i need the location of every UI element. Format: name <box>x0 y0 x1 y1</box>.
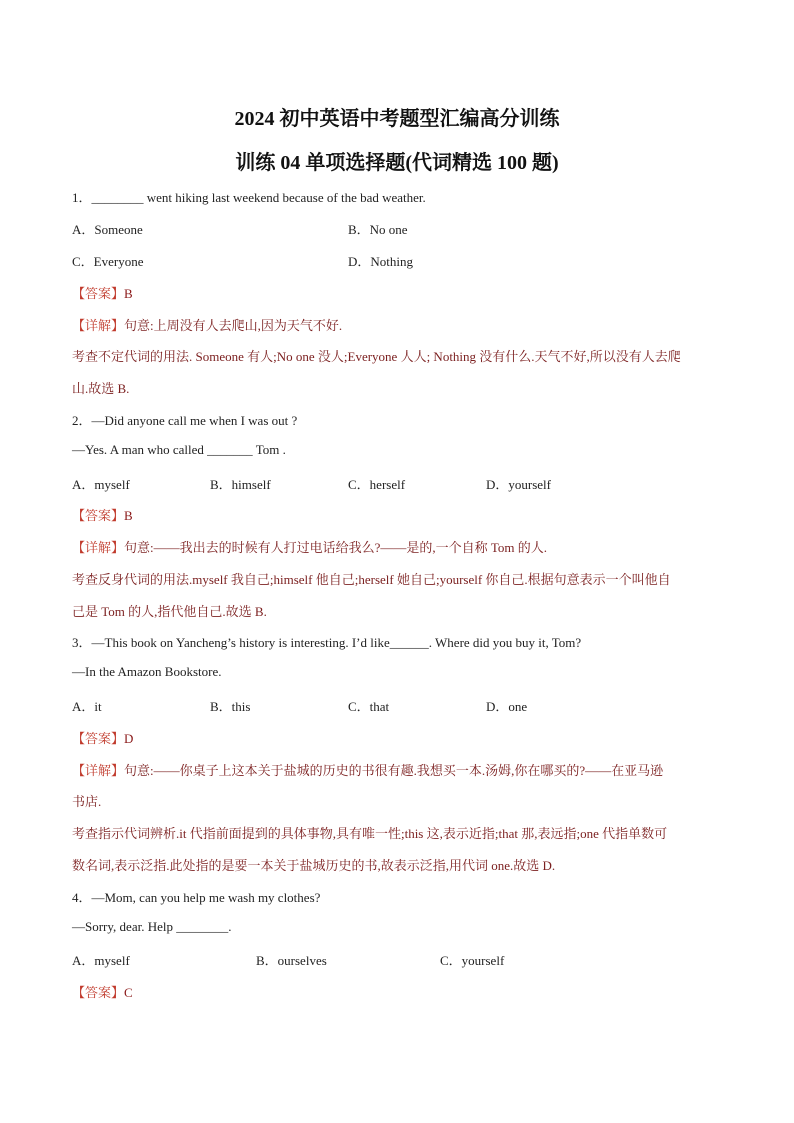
answer-label: 【答案】 <box>72 985 125 1000</box>
answer-value: D <box>124 731 134 746</box>
question-3-option-c: C．that <box>348 699 390 714</box>
question-3-stem-line-2: —In the Amazon Bookstore. <box>72 664 222 679</box>
question-1-option-c: C．Everyone <box>72 254 144 269</box>
detail-label: 【详解】 <box>72 540 125 555</box>
answer-label: 【答案】 <box>72 286 125 301</box>
question-4-answer <box>72 982 133 1001</box>
question-2-option-d: D．yourself <box>486 477 551 492</box>
detail-text: 句意:——我出去的时候有人打过电话给我么?——是的,一个自称 Tom 的人. <box>124 540 548 555</box>
answer-value: B <box>124 286 133 301</box>
question-3-explanation-line-2: 数名词,表示泛指.此处指的是要一本关于盐城历史的书,故表示泛指,用代词 one.故选 D. <box>72 858 556 873</box>
question-4-option-b: B．ourselves <box>256 953 327 968</box>
question-3-detail <box>72 760 663 779</box>
question-3-answer <box>72 728 133 747</box>
document-subtitle: 训练 04 单项选择题(代词精选 100 题) <box>235 152 559 174</box>
question-4-stem-line-2: —Sorry, dear. Help ________. <box>72 919 232 934</box>
answer-value: C <box>124 985 133 1000</box>
detail-text: 句意:上周没有人去爬山,因为天气不好. <box>124 318 343 333</box>
question-1-explanation-line-1: 考查不定代词的用法. Someone 有人;No one 没人;Everyone 人人; Nothing 没有什么.天气不好,所以没有人去爬 <box>72 349 681 364</box>
question-2-option-b: B．himself <box>210 477 271 492</box>
question-2-detail <box>72 537 547 556</box>
question-1-answer <box>72 283 133 302</box>
question-4-option-c: C．yourself <box>440 953 505 968</box>
question-2-explanation-line-2: 己是 Tom 的人,指代他自己.故选 B. <box>72 604 267 619</box>
question-1-option-b: B．No one <box>348 222 408 237</box>
answer-label: 【答案】 <box>72 508 125 523</box>
question-4-stem-line-1: 4．—Mom, can you help me wash my clothes? <box>72 890 321 905</box>
question-1-option-d: D．Nothing <box>348 254 414 269</box>
question-3-detail-continued: 书店. <box>72 794 102 809</box>
question-2-stem-line-2: —Yes. A man who called _______ Tom . <box>72 442 286 457</box>
answer-label: 【答案】 <box>72 731 125 746</box>
question-3-option-b: B．this <box>210 699 251 714</box>
question-2-option-c: C．herself <box>348 477 406 492</box>
question-3-explanation-line-1: 考查指示代词辨析.it 代指前面提到的具体事物,具有唯一性;this 这,表示近指;that 那,表远指;one 代指单数可 <box>72 826 668 841</box>
document-title: 2024 初中英语中考题型汇编高分训练 <box>234 108 560 130</box>
question-3-option-a: A．it <box>72 699 102 714</box>
question-2-stem-line-1: 2．—Did anyone call me when I was out ? <box>72 413 298 428</box>
question-4-option-a: A．myself <box>72 953 130 968</box>
question-1-explanation-line-2: 山.故选 B. <box>72 381 130 396</box>
detail-label: 【详解】 <box>72 763 125 778</box>
question-1-option-a: A．Someone <box>72 222 143 237</box>
question-2-option-a: A．myself <box>72 477 130 492</box>
question-3-option-d: D．one <box>486 699 528 714</box>
answer-value: B <box>124 508 133 523</box>
question-1-stem: 1．________ went hiking last weekend because of the bad weather. <box>72 190 426 205</box>
detail-label: 【详解】 <box>72 318 125 333</box>
question-3-stem-line-1: 3．—This book on Yancheng’s history is interesting. I’d like______. Where did you buy it, Tom? <box>72 635 582 650</box>
question-2-answer <box>72 505 133 524</box>
question-2-explanation-line-1: 考查反身代词的用法.myself 我自己;himself 他自己;herself 她自己;yourself 你自己.根据句意表示一个叫他自 <box>72 572 671 587</box>
question-1-detail <box>72 315 342 334</box>
detail-text: 句意:——你桌子上这本关于盐城的历史的书很有趣.我想买一本.汤姆,你在哪买的?——在亚马逊 <box>124 763 664 778</box>
